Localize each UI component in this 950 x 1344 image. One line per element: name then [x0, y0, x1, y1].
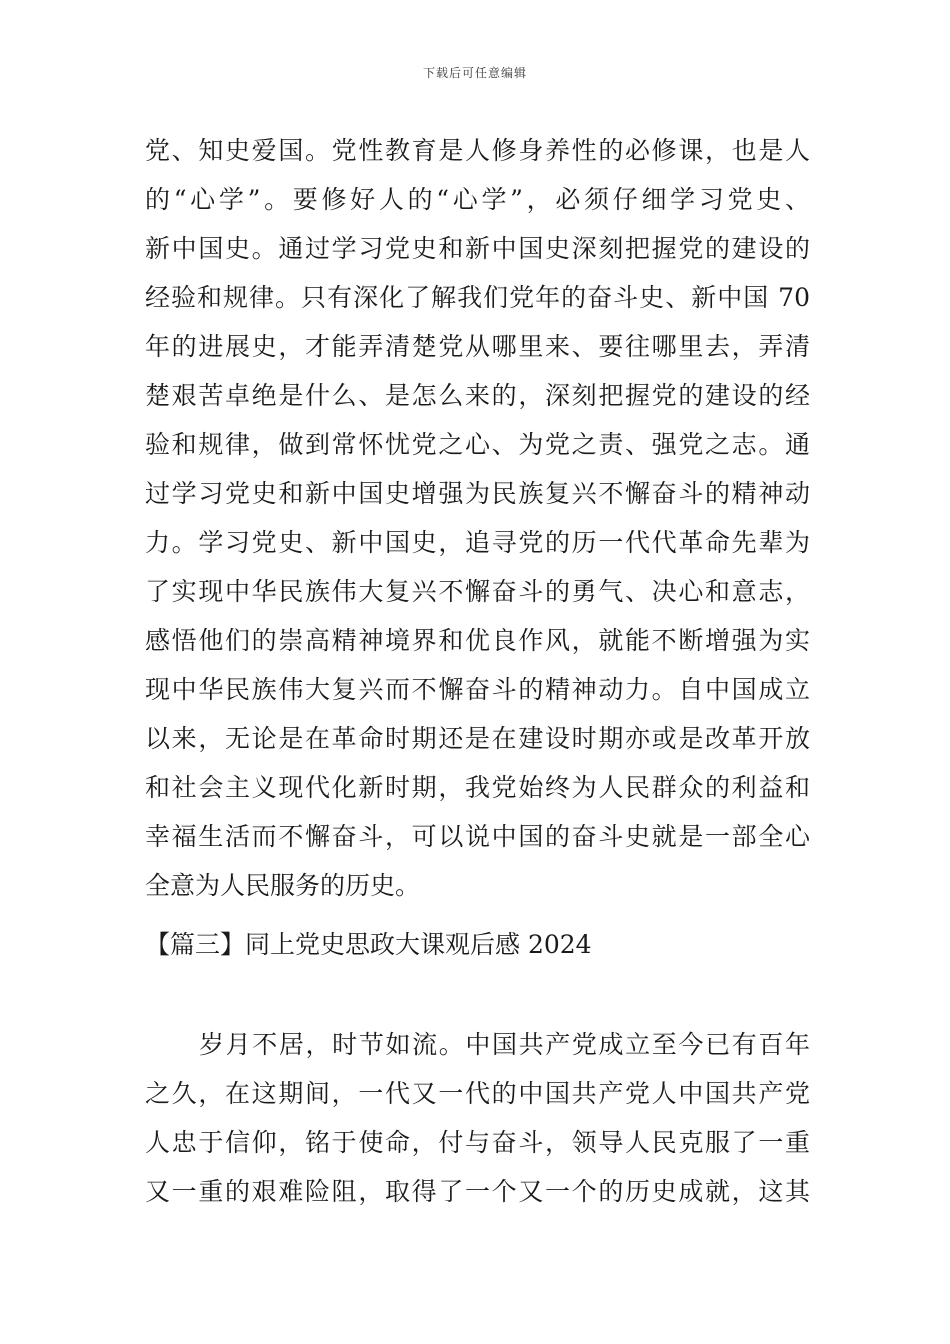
paragraph-line: 力。学习党史、新中国史，追寻党的历一代代革命先辈为: [145, 528, 810, 557]
paragraph-line: 经验和规律。只有深化了解我们党年的奋斗史、新中国 70: [145, 283, 810, 312]
paragraph-line: 岁月不居，时节如流。中国共产党成立至今已有百年: [199, 1030, 810, 1059]
paragraph-line: 幸福生活而不懈奋斗，可以说中国的奋斗史就是一部全心: [145, 822, 810, 851]
paragraph-line: 楚艰苦卓绝是什么、是怎么来的，深刻把握党的建设的经: [145, 381, 810, 410]
paragraph-line: 年的进展史，才能弄清楚党从哪里来、要往哪里去，弄清: [145, 332, 810, 361]
paragraph-line: 以来，无论是在革命时期还是在建设时期亦或是改革开放: [145, 724, 810, 753]
paragraph-line: 人忠于信仰，铭于使命，付与奋斗，领导人民克服了一重: [145, 1128, 810, 1157]
paragraph-line: 过学习党史和新中国史增强为民族复兴不懈奋斗的精神动: [145, 479, 810, 508]
paragraph-line: 全意为人民服务的历史。: [145, 871, 421, 900]
paragraph-line: 的“心学”。要修好人的“心学”，必须仔细学习党史、: [145, 185, 810, 214]
page-header: 下载后可任意编辑: [422, 66, 527, 80]
paragraph-line: 又一重的艰难险阻，取得了一个又一个的历史成就，这其: [145, 1177, 810, 1206]
paragraph-line: 和社会主义现代化新时期，我党始终为人民群众的利益和: [145, 773, 810, 802]
paragraph-line: 了实现中华民族伟大复兴不懈奋斗的勇气、决心和意志，: [145, 577, 810, 606]
paragraph-line: 党、知史爱国。党性教育是人修身养性的必修课，也是人: [145, 136, 810, 165]
paragraph-line: 感悟他们的崇高精神境界和优良作风，就能不断增强为实: [145, 626, 810, 655]
paragraph-line: 验和规律，做到常怀忧党之心、为党之责、强党之志。通: [145, 430, 810, 459]
section-heading: 【篇三】同上党史思政大课观后感 2024: [145, 930, 592, 959]
paragraph-line: 之久，在这期间，一代又一代的中国共产党人中国共产党: [145, 1079, 810, 1108]
paragraph-line: 新中国史。通过学习党史和新中国史深刻把握党的建设的: [145, 234, 810, 263]
paragraph-line: 现中华民族伟大复兴而不懈奋斗的精神动力。自中国成立: [145, 675, 810, 704]
